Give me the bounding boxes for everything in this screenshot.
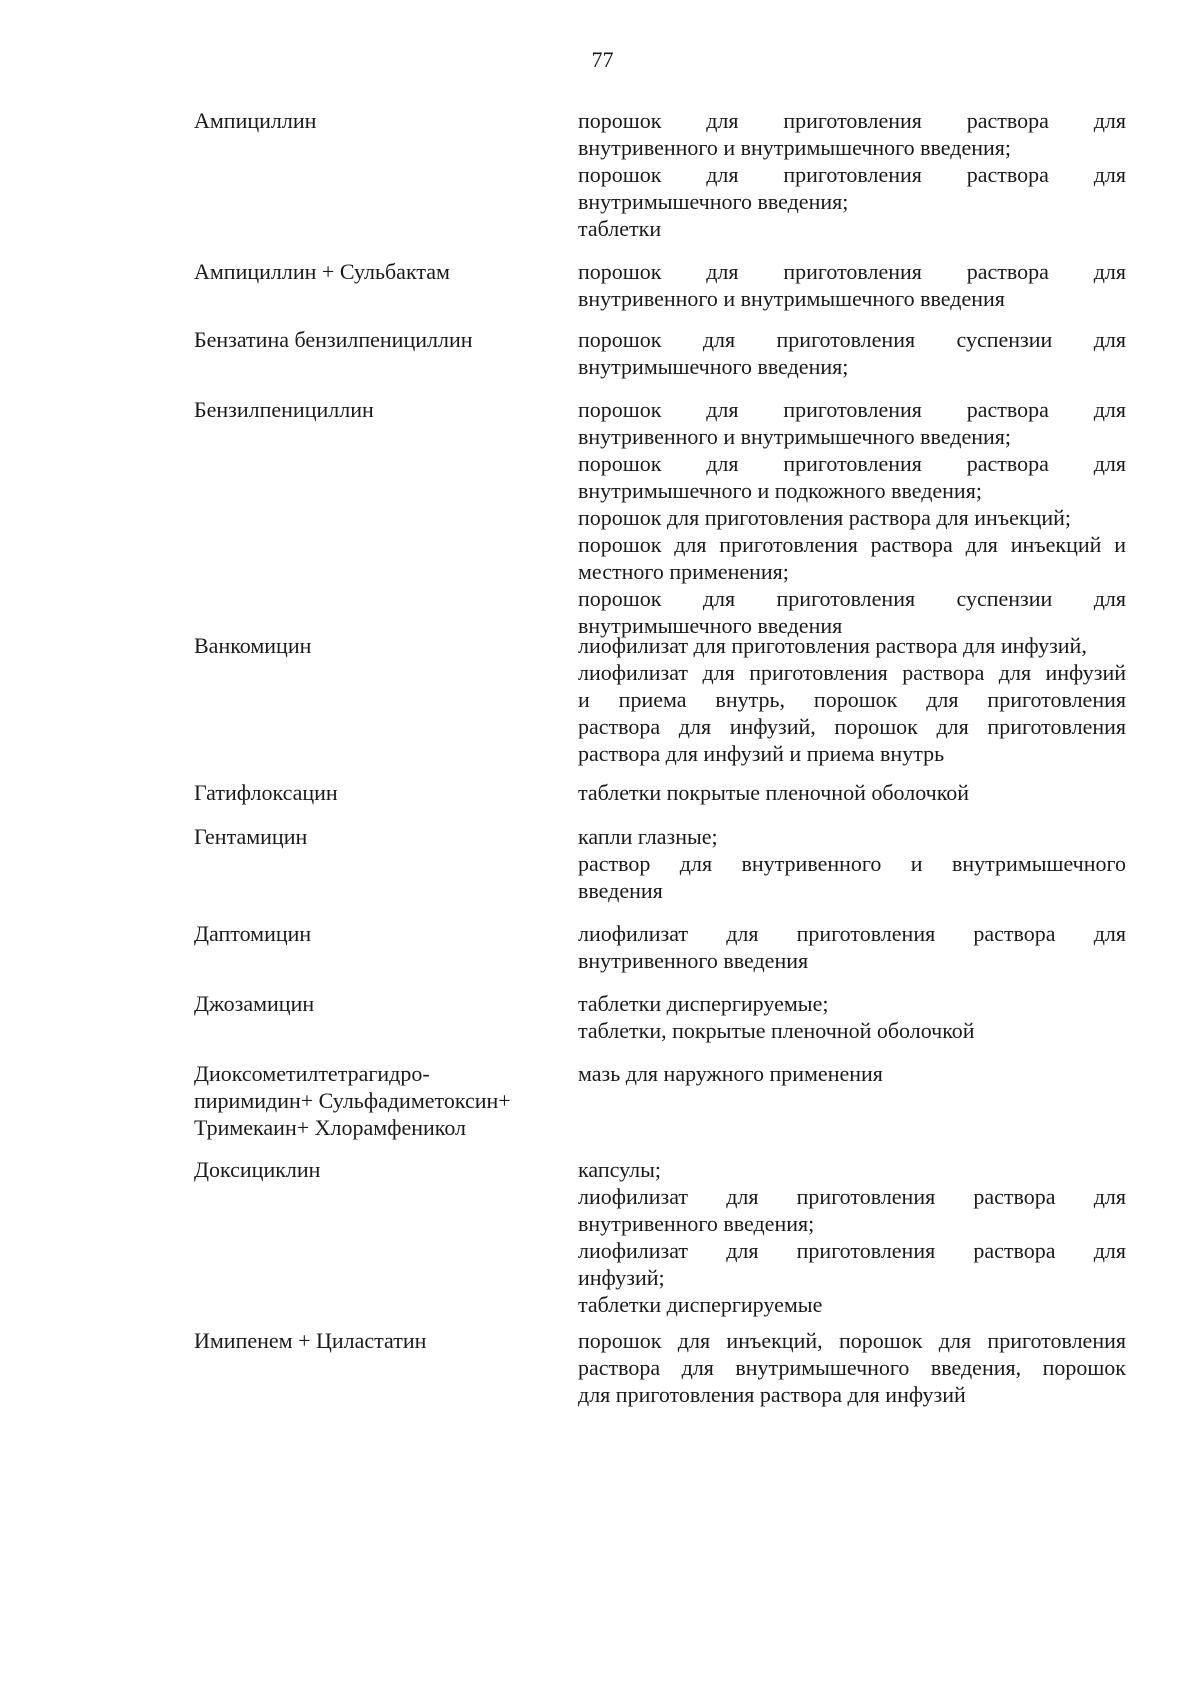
dosage-form-line: лиофилизат для приготовления раствора для (578, 921, 1126, 946)
dosage-form-line: раствора для инфузий, порошок для приготовления (578, 714, 1126, 739)
dosage-form-line: таблетки покрытые пленочной оболочкой (578, 780, 970, 805)
dosage-form-line: лиофилизат для приготовления раствора для инфузий, (578, 633, 1087, 658)
dosage-form-line: таблетки, покрытые пленочной оболочкой (578, 1018, 975, 1043)
dosage-form-line: капли глазные; (578, 824, 718, 849)
dosage-form-line: порошок для приготовления суспензии для (578, 586, 1126, 611)
dosage-forms (578, 1156, 1126, 1318)
drug-name: Даптомицин (194, 921, 312, 946)
dosage-form-line: порошок для инъекций, порошок для приготовления (578, 1328, 1126, 1353)
drug-name: Имипенем + Циластатин (194, 1328, 427, 1353)
dosage-form-line: порошок для приготовления раствора для (578, 397, 1126, 422)
drug-name: Ампициллин + Сульбактам (194, 259, 450, 284)
dosage-form-line: таблетки (578, 216, 662, 241)
dosage-form-line: капсулы; (578, 1157, 661, 1182)
dosage-forms (578, 1060, 1126, 1087)
dosage-form-line: порошок для приготовления раствора для (578, 451, 1126, 476)
dosage-form-line: порошок для приготовления раствора для инъекций; (578, 505, 1072, 530)
dosage-form-line: и приема внутрь, порошок для приготовления (578, 687, 1126, 712)
dosage-form-line: порошок для приготовления раствора для (578, 108, 1126, 133)
dosage-form-line: внутривенного и внутримышечного введения; (578, 135, 1011, 160)
dosage-forms (578, 823, 1126, 904)
dosage-form-line: таблетки диспергируемые; (578, 991, 829, 1016)
drug-name: Ампициллин (194, 108, 317, 133)
dosage-form-line: внутримышечного введения; (578, 189, 849, 214)
dosage-form-line: раствор для внутривенного и внутримышечного (578, 851, 1126, 876)
drug-name: Джозамицин (194, 991, 315, 1016)
dosage-forms (578, 107, 1126, 242)
dosage-form-line: лиофилизат для приготовления раствора для (578, 1184, 1126, 1209)
drug-name: Бензилпенициллин (194, 397, 374, 422)
dosage-form-line: внутривенного и внутримышечного введения; (578, 424, 1011, 449)
dosage-form-line: внутримышечного введения; (578, 354, 849, 379)
dosage-forms (578, 396, 1126, 639)
dosage-form-line: внутримышечного введения (578, 613, 843, 638)
dosage-form-line: порошок для приготовления раствора для инъекций и (578, 532, 1126, 557)
dosage-form-line: внутривенного введения; (578, 1211, 815, 1236)
dosage-forms (578, 990, 1126, 1044)
dosage-form-line: внутримышечного и подкожного введения; (578, 478, 982, 503)
drug-name: Ванкомицин (194, 633, 312, 658)
dosage-form-line: порошок для приготовления раствора для (578, 259, 1126, 284)
dosage-forms (578, 1327, 1126, 1408)
dosage-form-line: таблетки диспергируемые (578, 1292, 823, 1317)
dosage-form-line: местного применения; (578, 559, 789, 584)
drug-name: Гатифлоксацин (194, 780, 338, 805)
dosage-form-line: для приготовления раствора для инфузий (578, 1382, 966, 1407)
drug-name: Доксициклин (194, 1157, 321, 1182)
dosage-form-line: внутривенного и внутримышечного введения (578, 286, 1005, 311)
drug-name: Гентамицин (194, 824, 308, 849)
dosage-form-line: раствора для инфузий и приема внутрь (578, 741, 945, 766)
dosage-form-line: раствора для внутримышечного введения, порошок (578, 1355, 1126, 1380)
dosage-forms (578, 258, 1126, 312)
dosage-form-line: введения (578, 878, 663, 903)
page-number: 77 (591, 47, 614, 72)
drug-name: Диоксометилтетрагидро- пиримидин+ Сульфадиметоксин+ Тримекаин+ Хлорамфеникол (194, 1061, 511, 1140)
dosage-forms (578, 326, 1126, 380)
dosage-form-line: порошок для приготовления раствора для (578, 162, 1126, 187)
drug-name: Бензатина бензилпенициллин (194, 327, 473, 352)
dosage-forms (578, 632, 1126, 767)
dosage-forms (578, 920, 1126, 974)
dosage-form-line: внутривенного введения (578, 948, 809, 973)
dosage-form-line: мазь для наружного применения (578, 1061, 883, 1086)
dosage-form-line: инфузий; (578, 1265, 665, 1290)
dosage-form-line: порошок для приготовления суспензии для (578, 327, 1126, 352)
dosage-form-line: лиофилизат для приготовления раствора для (578, 1238, 1126, 1263)
dosage-form-line: лиофилизат для приготовления раствора для инфузий (578, 660, 1126, 685)
dosage-forms (578, 779, 1126, 806)
